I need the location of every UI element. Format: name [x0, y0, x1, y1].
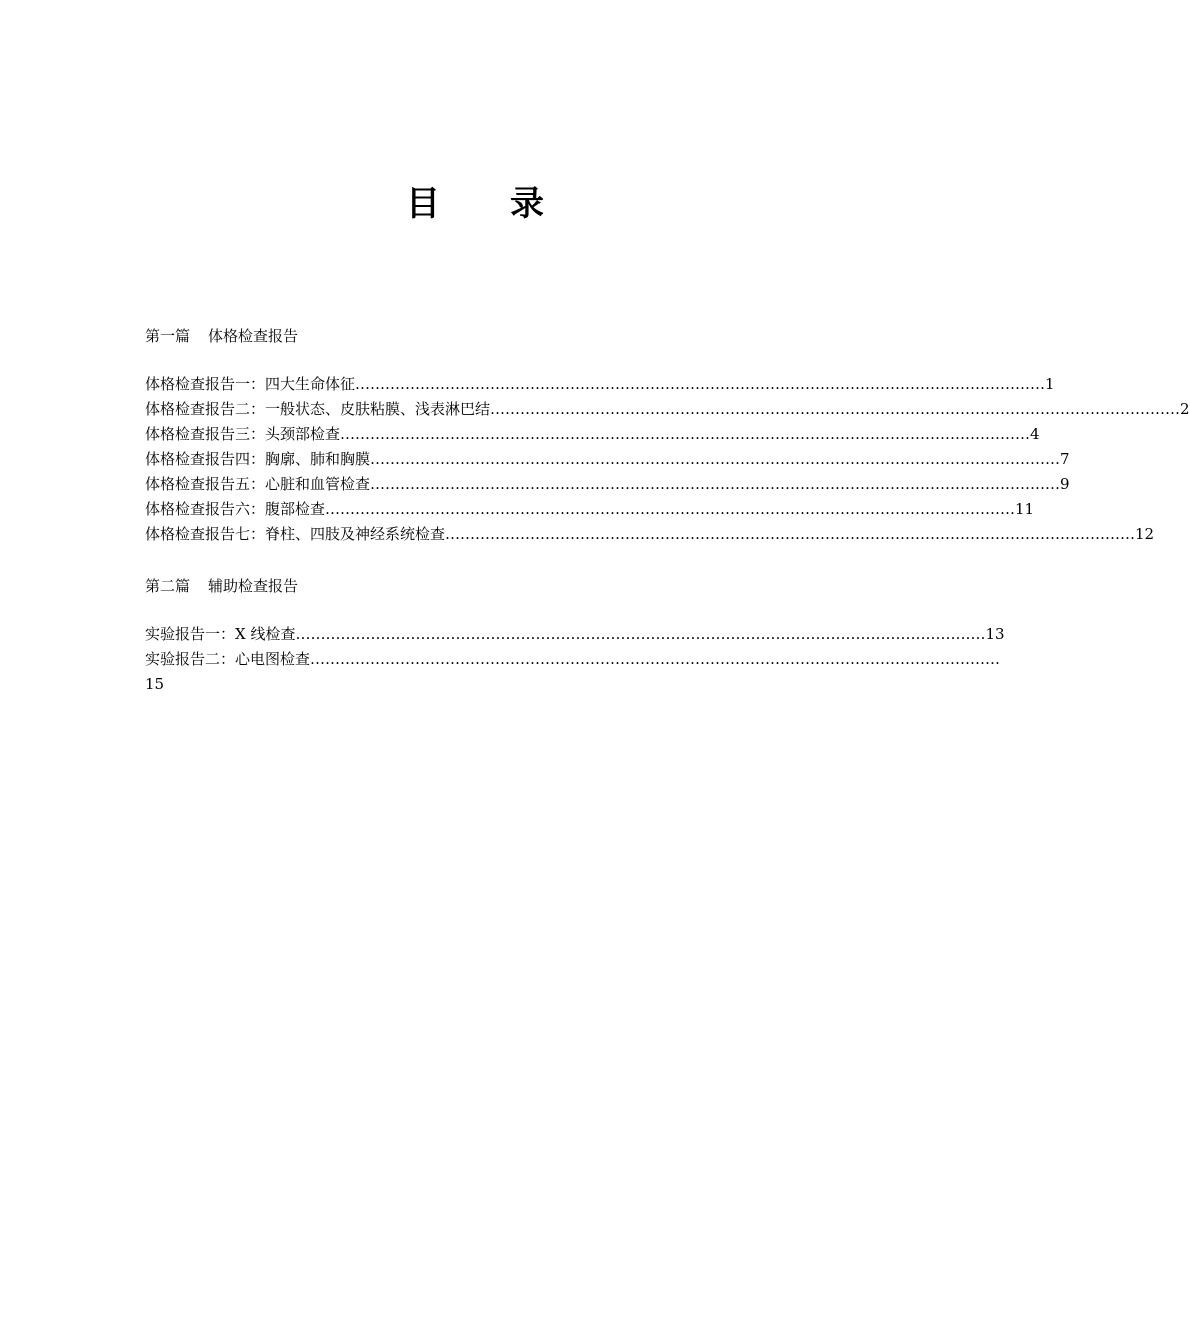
part2-label: 第二篇 — [145, 577, 191, 595]
toc-entry-text: 体格检查报告七：脊柱、四肢及神经系统检查 — [145, 525, 446, 543]
dot-leader: ………………………………………………………………………………………………………………………… — [370, 450, 1061, 468]
toc-entry[interactable] — [145, 398, 1190, 420]
part2-heading — [145, 575, 298, 596]
toc-entry[interactable] — [145, 623, 1005, 645]
toc-entry-page: 2 — [1180, 400, 1190, 418]
dot-leader: ………………………………………………………………………………………………………………………… — [310, 650, 1001, 668]
part1-label: 第一篇 — [145, 327, 191, 345]
toc-entry[interactable] — [145, 498, 1035, 520]
toc-entry[interactable] — [145, 373, 1055, 395]
dot-leader: ………………………………………………………………………………………………………………………… — [370, 475, 1061, 493]
toc-entry[interactable] — [145, 423, 1040, 445]
toc-entry-text: 体格检查报告四：胸廓、肺和胸膜 — [145, 450, 371, 468]
page-title — [0, 176, 950, 225]
part1-heading — [145, 325, 298, 346]
part1-name: 体格检查报告 — [208, 327, 299, 345]
toc-entry-text: 体格检查报告五：心脏和血管检查 — [145, 475, 371, 493]
dot-leader: ………………………………………………………………………………………………………………………… — [295, 625, 986, 643]
title-char-2: 录 — [510, 184, 544, 224]
dot-leader: ………………………………………………………………………………………………………………………… — [490, 400, 1181, 418]
dot-leader: ………………………………………………………………………………………………………………………… — [325, 500, 1016, 518]
toc-entry-text: 体格检查报告六：腹部检查 — [145, 500, 326, 518]
dot-leader: ………………………………………………………………………………………………………………………… — [445, 525, 1136, 543]
toc-entry-text: 实验报告二：心电图检查 — [145, 650, 311, 668]
toc-entry-page: 15 — [145, 675, 165, 693]
toc-entry-text: 体格检查报告一：四大生命体征 — [145, 375, 356, 393]
toc-entry-page: 9 — [1060, 475, 1070, 493]
toc-entry-page: 4 — [1030, 425, 1040, 443]
toc-entry-text: 体格检查报告三：头颈部检查 — [145, 425, 341, 443]
toc-entry-page: 11 — [1015, 500, 1035, 518]
toc-entry-page: 1 — [1045, 375, 1055, 393]
toc-entry-text: 体格检查报告二：一般状态、皮肤粘膜、浅表淋巴结 — [145, 400, 491, 418]
toc-entry-page: 12 — [1135, 525, 1155, 543]
title-char-1: 目 — [406, 184, 440, 224]
toc-entry-page: 7 — [1060, 450, 1070, 468]
toc-entry-text: 实验报告一：X 线检查 — [145, 625, 296, 643]
toc-entry[interactable] — [145, 648, 1001, 670]
part2-name: 辅助检查报告 — [208, 577, 299, 595]
toc-entry[interactable] — [145, 473, 1070, 495]
toc-entry[interactable] — [145, 523, 1155, 545]
dot-leader: ………………………………………………………………………………………………………………………… — [355, 375, 1046, 393]
dot-leader: ………………………………………………………………………………………………………………………… — [340, 425, 1031, 443]
toc-entry[interactable] — [145, 448, 1070, 470]
toc-entry-page: 13 — [985, 625, 1005, 643]
